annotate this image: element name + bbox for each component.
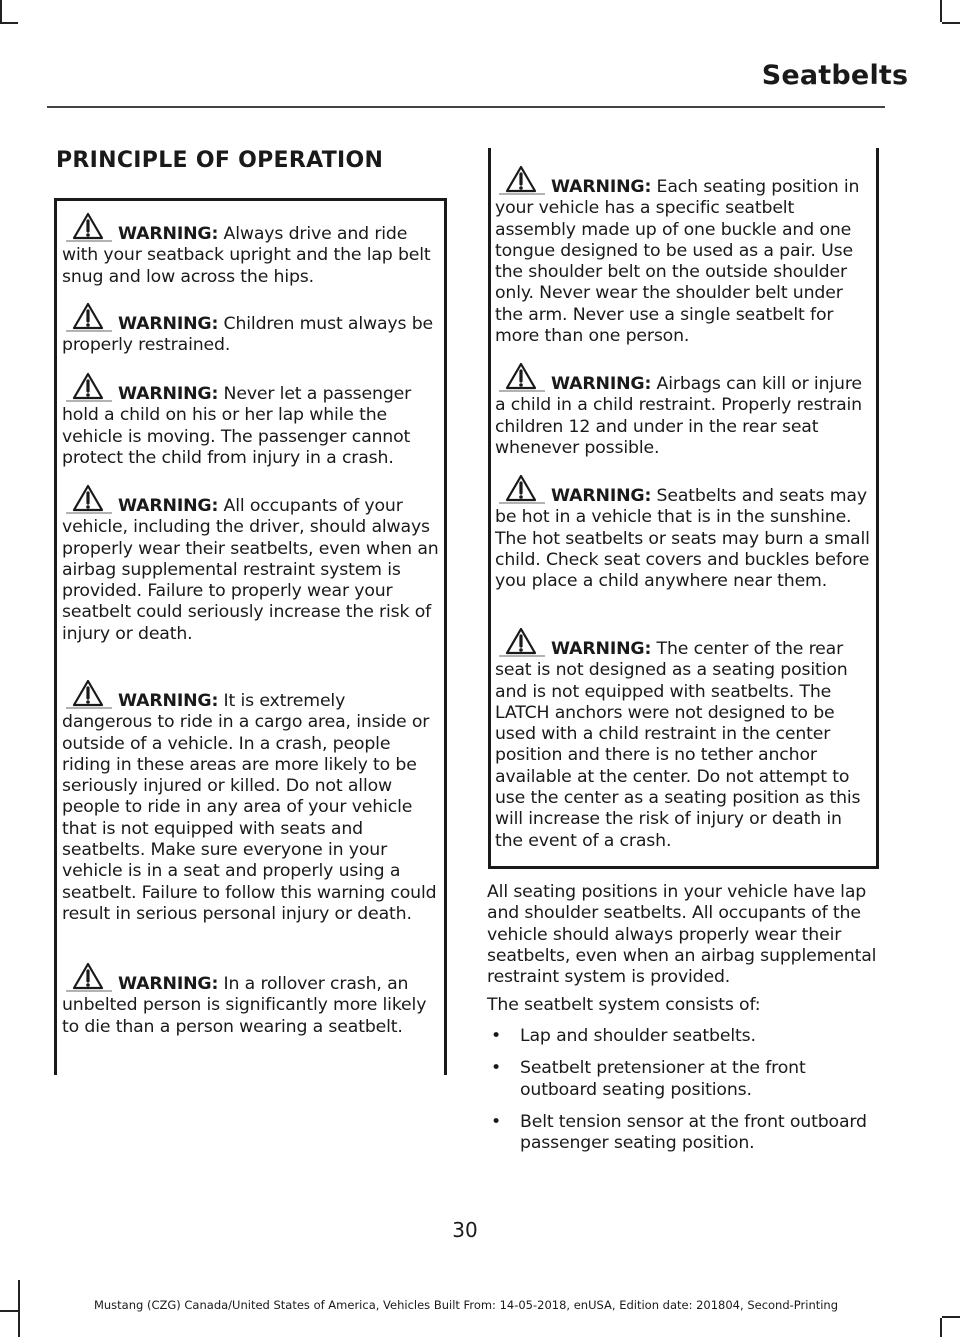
seatbelt-system-list <box>487 1026 882 1165</box>
warning-triangle-icon <box>495 362 551 392</box>
warning-triangle-icon <box>62 302 118 332</box>
warning-label: WARNING: <box>118 384 219 404</box>
warning-text: Airbags can kill or injure a child in a child restraint. Properly restrain children 12 and under in the rear seat whenever possible. <box>495 374 862 458</box>
warning-label: WARNING: <box>551 177 652 197</box>
crop-mark-top-left <box>0 0 2 22</box>
warning-label: WARNING: <box>551 374 652 394</box>
warning-triangle-icon <box>495 165 551 195</box>
warning-item <box>495 474 873 592</box>
warning-label: WARNING: <box>118 691 219 711</box>
crop-mark-bottom-right <box>940 1318 942 1337</box>
warning-triangle-icon <box>62 212 118 242</box>
body-paragraph-2: The seatbelt system consists of: <box>487 995 761 1015</box>
crop-mark-top-right-h <box>942 22 960 24</box>
warning-item <box>62 302 440 357</box>
bullet-marker: • <box>491 1026 502 1046</box>
warning-text: Each seating position in your vehicle has a specific seatbelt assembly made up of one buckle and one tongue designed to be used as a pair. Use the shoulder belt on the outside shoulder only. Never wear the shoulder belt under the arm. Never use a single seatbelt for more than one person. <box>495 177 860 347</box>
warning-item <box>62 372 440 469</box>
warning-text: All occupants of your vehicle, including the driver, should always properly wear their seatbelts, even when an airbag supplemental restraint system is provided. Failure to properly wear your seatbelt could seriously increase the risk of injury or death. <box>62 496 439 644</box>
warning-item <box>62 212 440 288</box>
warning-item <box>62 679 440 925</box>
page-number: 30 <box>452 1218 478 1242</box>
warning-triangle-icon <box>495 627 551 657</box>
warning-triangle-icon <box>62 962 118 992</box>
warning-triangle-icon <box>62 679 118 709</box>
warning-label: WARNING: <box>551 639 652 659</box>
footer-text: Mustang (CZG) Canada/United States of America, Vehicles Built From: 14-05-2018, enUSA, Edition date: 201804, Second-Printing <box>93 1298 839 1312</box>
body-paragraph-1: All seating positions in your vehicle have lap and shoulder seatbelts. All occupants of the vehicle should always properly wear their seatbelts, even when an airbag supplemental restraint system is provided. <box>487 882 877 988</box>
warning-label: WARNING: <box>118 314 219 334</box>
warning-label: WARNING: <box>118 974 219 994</box>
page-header-title: Seatbelts <box>761 60 909 91</box>
crop-mark-bottom-right-h <box>942 1316 960 1318</box>
warning-text: The center of the rear seat is not designed as a seating position and is not equipped with seatbelts. The LATCH anchors were not designed to be used with a child restraint in the center position and there is no tether anchor available at the center. Do not attempt to use the center as a seating position as this will increase the risk of injury or death in the event of a crash. <box>495 639 861 851</box>
bullet-marker: • <box>491 1111 502 1132</box>
warning-item <box>495 627 873 852</box>
crop-mark-bottom-left <box>18 1280 20 1337</box>
warning-text: Always drive and ride with your seatback upright and the lap belt snug and low across the hips. <box>62 224 431 287</box>
header-divider <box>47 106 885 108</box>
warning-item <box>495 165 873 347</box>
warning-label: WARNING: <box>551 486 652 506</box>
warning-item <box>62 962 440 1038</box>
warning-label: WARNING: <box>118 224 219 244</box>
list-item: • Lap and shoulder seatbelts. <box>491 1026 756 1046</box>
warning-text: It is extremely dangerous to ride in a cargo area, inside or outside of a vehicle. In a crash, people riding in these areas are more likely to be seriously injured or killed. Do not allow people to ride in any area of your vehicle that is not equipped with seats and seatbelts. Make sure everyone in your vehicle is in a seat and properly using a seatbelt. Failure to follow this warning could result in serious personal injury or death. <box>62 691 437 924</box>
warning-triangle-icon <box>495 474 551 504</box>
warning-label: WARNING: <box>118 496 219 516</box>
warning-triangle-icon <box>62 484 118 514</box>
crop-mark-bottom-left-h <box>0 1310 18 1312</box>
section-title: PRINCIPLE OF OPERATION <box>56 148 384 173</box>
bullet-marker: • <box>491 1058 502 1079</box>
list-item: • Belt tension sensor at the front outboard passenger seating position. <box>491 1111 867 1154</box>
crop-mark-top-left-h <box>0 22 18 24</box>
warning-text: Children must always be properly restrained. <box>62 314 434 356</box>
warning-text: Never let a passenger hold a child on his or her lap while the vehicle is moving. The passenger cannot protect the child from injury in a crash. <box>62 384 412 468</box>
crop-mark-top-right <box>940 0 942 22</box>
warning-text: Seatbelts and seats may be hot in a vehicle that is in the sunshine. The hot seatbelts or seats may burn a small child. Check seat covers and buckles before you place a child anywhere near them. <box>495 486 870 592</box>
warning-item <box>495 362 873 459</box>
list-item: • Seatbelt pretensioner at the front outboard seating positions. <box>491 1058 806 1100</box>
warning-item <box>62 484 440 645</box>
warning-triangle-icon <box>62 372 118 402</box>
warning-text: In a rollover crash, an unbelted person is significantly more likely to die than a person wearing a seatbelt. <box>62 974 427 1037</box>
